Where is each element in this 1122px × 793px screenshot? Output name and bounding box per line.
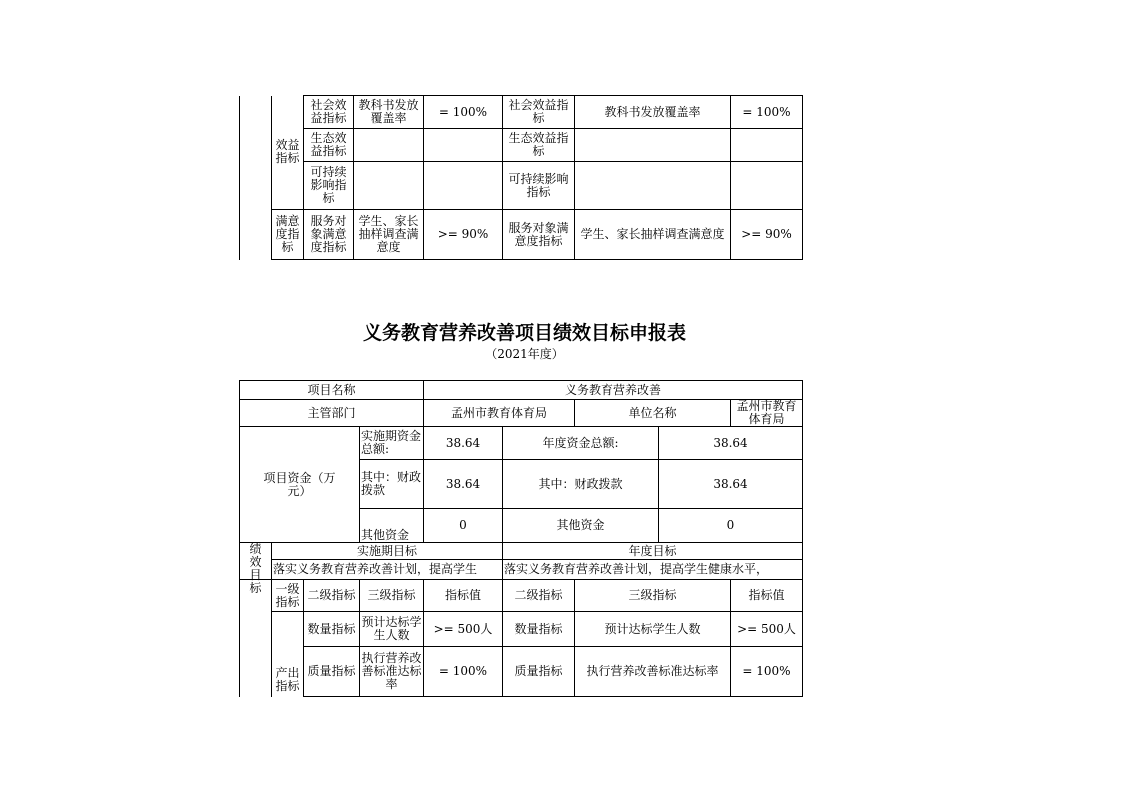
period-fin-label: 其中：财政拨款 [360,460,424,509]
qual-l2-annual: 质量指标 [503,647,575,697]
service-satisfaction-l2-annual: 服务对象满意度指标 [503,210,575,260]
annual-goal-value: 落实义务教育营养改善计划，提高学生健康水平， [504,562,769,577]
social-benefit-value-annual: = 100% [731,96,803,129]
hdr-l1: 一级指标 [272,580,304,612]
period-goal-text [272,560,503,580]
annual-goal-label: 年度目标 [503,543,803,560]
dept-label: 主管部门 [240,400,424,427]
period-total-label: 实施期资金总额: [360,427,424,460]
service-satisfaction-l3-annual: 学生、家长抽样调查满意度 [575,210,731,260]
form-subtitle: （2021年度） [485,347,564,361]
service-satisfaction-value: >= 90% [424,210,503,260]
hdr-l2-annual: 二级指标 [503,580,575,612]
sustain-benefit-l2-annual: 可持续影响指标 [503,162,575,210]
dept-value: 孟州市教育体育局 [424,400,575,427]
hdr-value: 指标值 [424,580,503,612]
service-satisfaction-value-annual: >= 90% [731,210,803,260]
perf-target-label [240,542,272,595]
eco-benefit-value-annual [731,129,803,162]
hdr-l2: 二级指标 [304,580,360,612]
period-fin-value: 38.64 [424,460,503,509]
indicator-outer-cell [240,580,272,697]
social-benefit-value: = 100% [424,96,503,129]
annual-total-label: 年度资金总额: [503,427,659,460]
qual-l3: 执行营养改善标准达标率 [360,647,424,697]
output-group-label: 产出指标 [275,665,300,693]
perf-target-text: 绩效目标 [249,542,262,595]
service-satisfaction-l3: 学生、家长抽样调查满意度 [354,210,424,260]
qty-l2-annual: 数量指标 [503,612,575,647]
qty-l3-annual: 预计达标学生人数 [575,612,731,647]
annual-fin-label: 其中：财政拨款 [503,460,659,509]
sustain-benefit-value-annual [731,162,803,210]
qual-l2: 质量指标 [304,647,360,697]
hdr-value-annual: 指标值 [731,580,803,612]
performance-target-table [239,380,803,697]
period-other-value: 0 [424,509,503,543]
qty-l2: 数量指标 [304,612,360,647]
period-goal-label: 实施期目标 [272,543,503,560]
form-title: 义务教育营养改善项目绩效目标申报表 [362,322,686,344]
period-total-value: 38.64 [424,427,503,460]
social-benefit-l2: 社会效益指标 [304,96,354,129]
qty-l3: 预计达标学生人数 [360,612,424,647]
unit-label: 单位名称 [575,400,731,427]
service-satisfaction-l2: 服务对象满意度指标 [304,210,354,260]
project-name: 义务教育营养改善 [424,381,803,400]
hdr-l3-annual: 三级指标 [575,580,731,612]
qual-value-annual: = 100% [731,647,803,697]
eco-benefit-l2: 生态效益指标 [304,129,354,162]
benefit-group-label: 效益指标 [272,96,304,210]
funds-label: 项目资金（万元） [240,427,360,543]
eco-benefit-l2-annual: 生态效益指标 [503,129,575,162]
output-group-cell [272,612,304,697]
annual-fin-value: 38.64 [659,460,803,509]
qual-l3-annual: 执行营养改善标准达标率 [575,647,731,697]
annual-goal-text [503,560,803,580]
unit-value: 孟州市教育体育局 [731,400,803,427]
satisfaction-group-label: 满意度指标 [272,210,304,260]
benefit-indicator-table [239,95,803,260]
social-benefit-l3: 教科书发放覆盖率 [354,96,424,129]
qty-value: >= 500人 [424,612,503,647]
eco-benefit-value [424,129,503,162]
outer-group-cell [240,96,272,260]
sustain-benefit-l3 [354,162,424,210]
social-benefit-l3-annual: 教科书发放覆盖率 [575,96,731,129]
social-benefit-l2-annual: 社会效益指标 [503,96,575,129]
main-table-clip [239,380,811,693]
sustain-benefit-value [424,162,503,210]
annual-other-label: 其他资金 [503,509,659,543]
annual-other-value: 0 [659,509,803,543]
project-name-label: 项目名称 [240,381,424,400]
sustain-benefit-l3-annual [575,162,731,210]
qty-value-annual: >= 500人 [731,612,803,647]
annual-total-value: 38.64 [659,427,803,460]
sustain-benefit-l2: 可持续影响指标 [304,162,354,210]
eco-benefit-l3 [354,129,424,162]
period-goal-value: 落实义务教育营养改善计划，提高学生 [273,562,478,577]
period-other-label: 其他资金 [360,509,424,543]
eco-benefit-l3-annual [575,129,731,162]
hdr-l3: 三级指标 [360,580,424,612]
qual-value: = 100% [424,647,503,697]
